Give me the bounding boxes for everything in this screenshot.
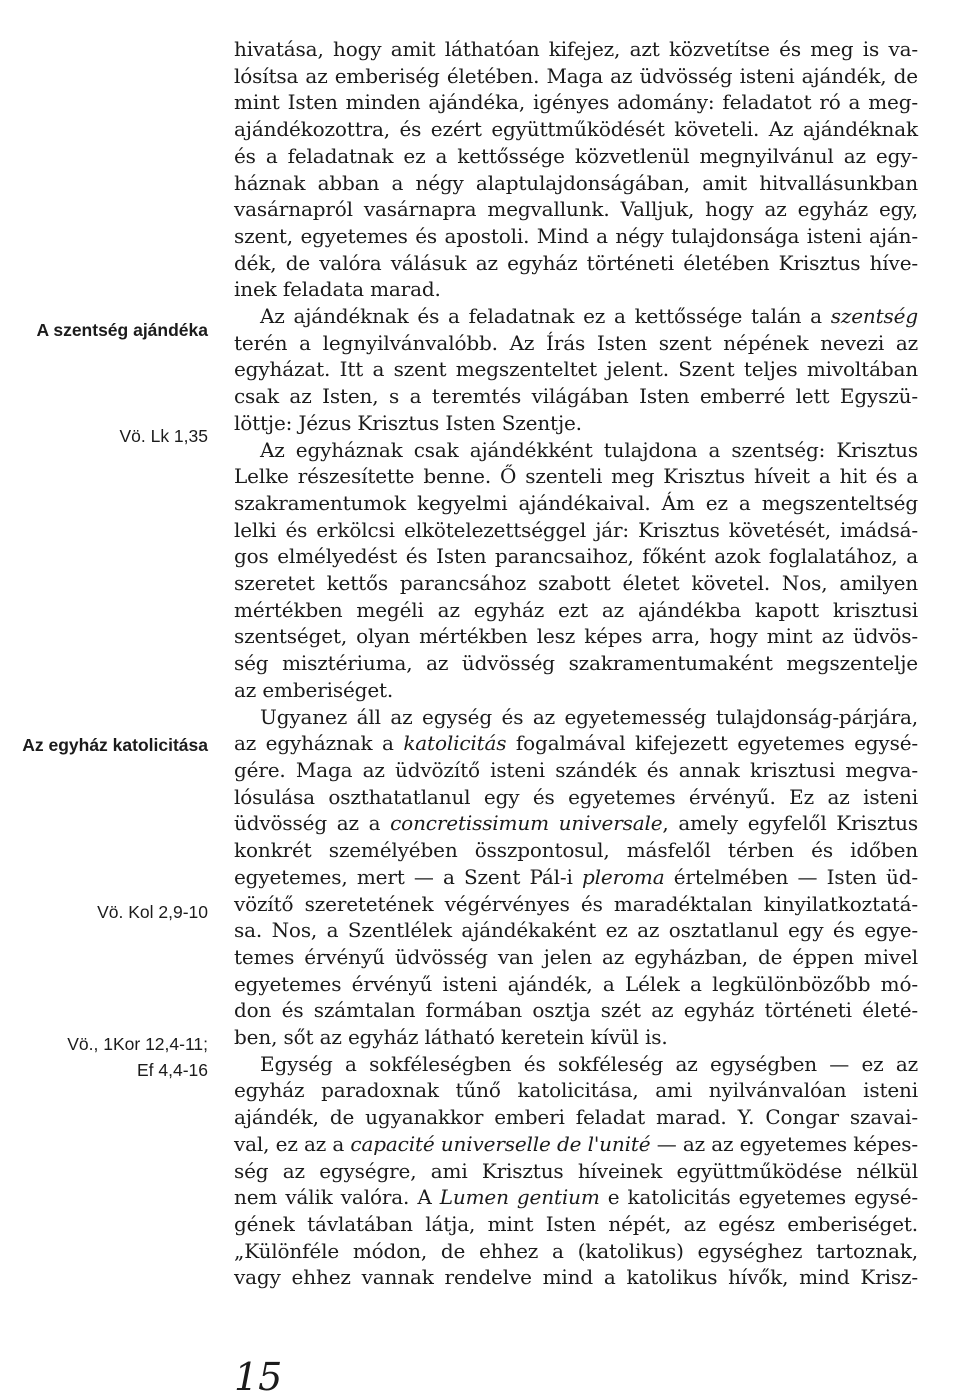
margin-ref-kol: Vö. Kol 2,9-10 [97, 902, 208, 922]
text-line: mértékben megéli az egyház ezt az ajándékba kapott krisztusi [234, 597, 918, 622]
text-line: üdvösség az a concretissimum universale, amely egyfelől Krisztus [234, 811, 918, 836]
text-line: az emberiséget. [234, 677, 394, 702]
text-line: szakramentumok kegyelmi ajándékaival. Ám ez a megszenteltség [234, 490, 918, 515]
text-line: mint Isten minden ajándéka, igényes adomány: feladatot ró a meg- [234, 90, 918, 115]
text-line: és a feladatnak ez a kettőssége közvetlenül megnyilvánul az egy- [234, 143, 918, 168]
text-line: ség misztériuma, az üdvösség szakramentumaként megszentelje [234, 651, 918, 676]
text-line: Egység a sokféleségben és sokféleség az egységben — ez az [260, 1051, 918, 1076]
margin-ref-lk: Vö. Lk 1,35 [119, 426, 208, 446]
text-line: val, ez az a capacité universelle de l'unité — az az egyetemes képes- [234, 1131, 918, 1156]
text-line: terén a legnyilvánvalóbb. Az Írás Isten szent népének nevezi az [234, 330, 918, 355]
text-line: Lelke részesítette benne. Ő szenteli meg Krisztus híveit a hit és a [234, 464, 918, 489]
text-line: konkrét személyében összpontosul, másfelől térben és időben [234, 838, 918, 863]
text-line: szentséget, olyan mértékben lesz képes arra, hogy mint az üdvös- [234, 624, 918, 649]
text-line: egyház paradoxnak tűnő katolicitása, ami nyilvánvalóan isteni [234, 1078, 918, 1103]
margin-heading-szentseg: A szentség ajándéka [36, 320, 208, 340]
margin-ref-kor: Vö., 1Kor 12,4-11; [67, 1034, 208, 1054]
text-line: Ugyanez áll az egység és az egyetemesség tulajdonság-párjára, [260, 704, 918, 729]
text-line: don és számtalan formában osztja szét az egyház történeti életé- [234, 998, 918, 1023]
text-line: gének távlatában látja, mint Isten népét, az egész emberiséget. [234, 1211, 918, 1236]
text-line: gos elmélyedést és Isten parancsaihoz, főként azok foglalatához, a [234, 544, 918, 569]
text-line: dék, de valóra válásuk az egyház történeti életében Krisztus híve- [234, 250, 918, 275]
text-line: ajándékozottra, és ezért együttműködését követeli. Az ajándéknak [234, 117, 918, 142]
text-line: az egyháznak a katolicitás fogalmával kifejezett egyetemes egysé- [234, 731, 918, 756]
body-text [234, 36, 918, 1291]
text-line: vasárnapról vasárnapra megvallunk. Valljuk, hogy az egyház egy, [234, 197, 918, 222]
text-line: lósítsa az emberiség életében. Maga az üdvösség isteni ajándék, de [234, 63, 918, 88]
text-line: gére. Maga az üdvözítő isteni szándék és annak krisztusi megva- [234, 757, 918, 782]
text-line: Az egyháznak csak ajándékként tulajdona a szentség: Krisztus [260, 437, 918, 462]
margin-heading-katolicitas: Az egyház katolicitása [22, 735, 208, 755]
text-line: inek feladata marad. [234, 277, 441, 302]
text-line: „Különféle módon, de ehhez a (katolikus) egységhez tartoznak, [234, 1238, 918, 1263]
text-line: egyetemes érvényű isteni ajándék, a Lélek a legkülönbözőbb mó- [234, 971, 918, 996]
text-line: sa. Nos, a Szentlélek ajándékaként ez az osztatlanul egy és egye- [234, 918, 918, 943]
text-line: szent, egyetemes és apostoli. Mind a négy tulajdonsága isteni aján- [234, 223, 918, 248]
page-number: 15 [234, 1355, 283, 1399]
text-line: ben, sőt az egyház látható keretein kívül is. [234, 1025, 668, 1050]
text-line: ajándék, de ugyanakkor emberi feladat marad. Y. Congar szavai- [234, 1105, 918, 1130]
text-line: egyházat. Itt a szent megszenteltet jelent. Szent teljes mivoltában [234, 357, 918, 382]
text-line: löttje: Jézus Krisztus Isten Szentje. [234, 410, 582, 435]
text-line: egyetemes, mert — a Szent Pál-i pleroma értelmében — Isten üd- [234, 864, 918, 889]
text-line: Az ajándéknak és a feladatnak ez a kettőssége talán a szentség [260, 304, 918, 329]
text-line: hivatása, hogy amit láthatóan kifejez, azt közvetítse és meg is va- [234, 37, 918, 61]
text-line: ség az egységre, ami Krisztus híveinek együttműködése nélkül [234, 1158, 918, 1183]
text-line: vözítő szeretetének végérvényes és maradéktalan kinyilatkoztatá- [234, 891, 918, 916]
text-line: lósulása oszthatatlanul egy és egyetemes érvényű. Ez az isteni [234, 784, 918, 809]
text-line: csak az Isten, s a teremtés világában Isten emberré lett Egyszü- [234, 384, 918, 409]
text-line: háznak abban a négy alaptulajdonságában, amit hitvallásunkban [234, 170, 918, 195]
text-line: temes érvényű üdvösség van jelen az egyházban, de éppen mivel [234, 944, 918, 969]
text-line: vagy ehhez vannak rendelve mind a katolikus hívők, mind Krisz- [234, 1265, 918, 1290]
text-line: lelki és erkölcsi elkötelezettséggel jár: Krisztus követését, imádsá- [234, 517, 918, 542]
margin-ref-ef: Ef 4,4-16 [136, 1060, 208, 1080]
text-line: szeretet kettős parancsához szabott életet követel. Nos, amilyen [234, 571, 918, 596]
text-line: nem válik valóra. A Lumen gentium e katolicitás egyetemes egysé- [234, 1185, 918, 1210]
